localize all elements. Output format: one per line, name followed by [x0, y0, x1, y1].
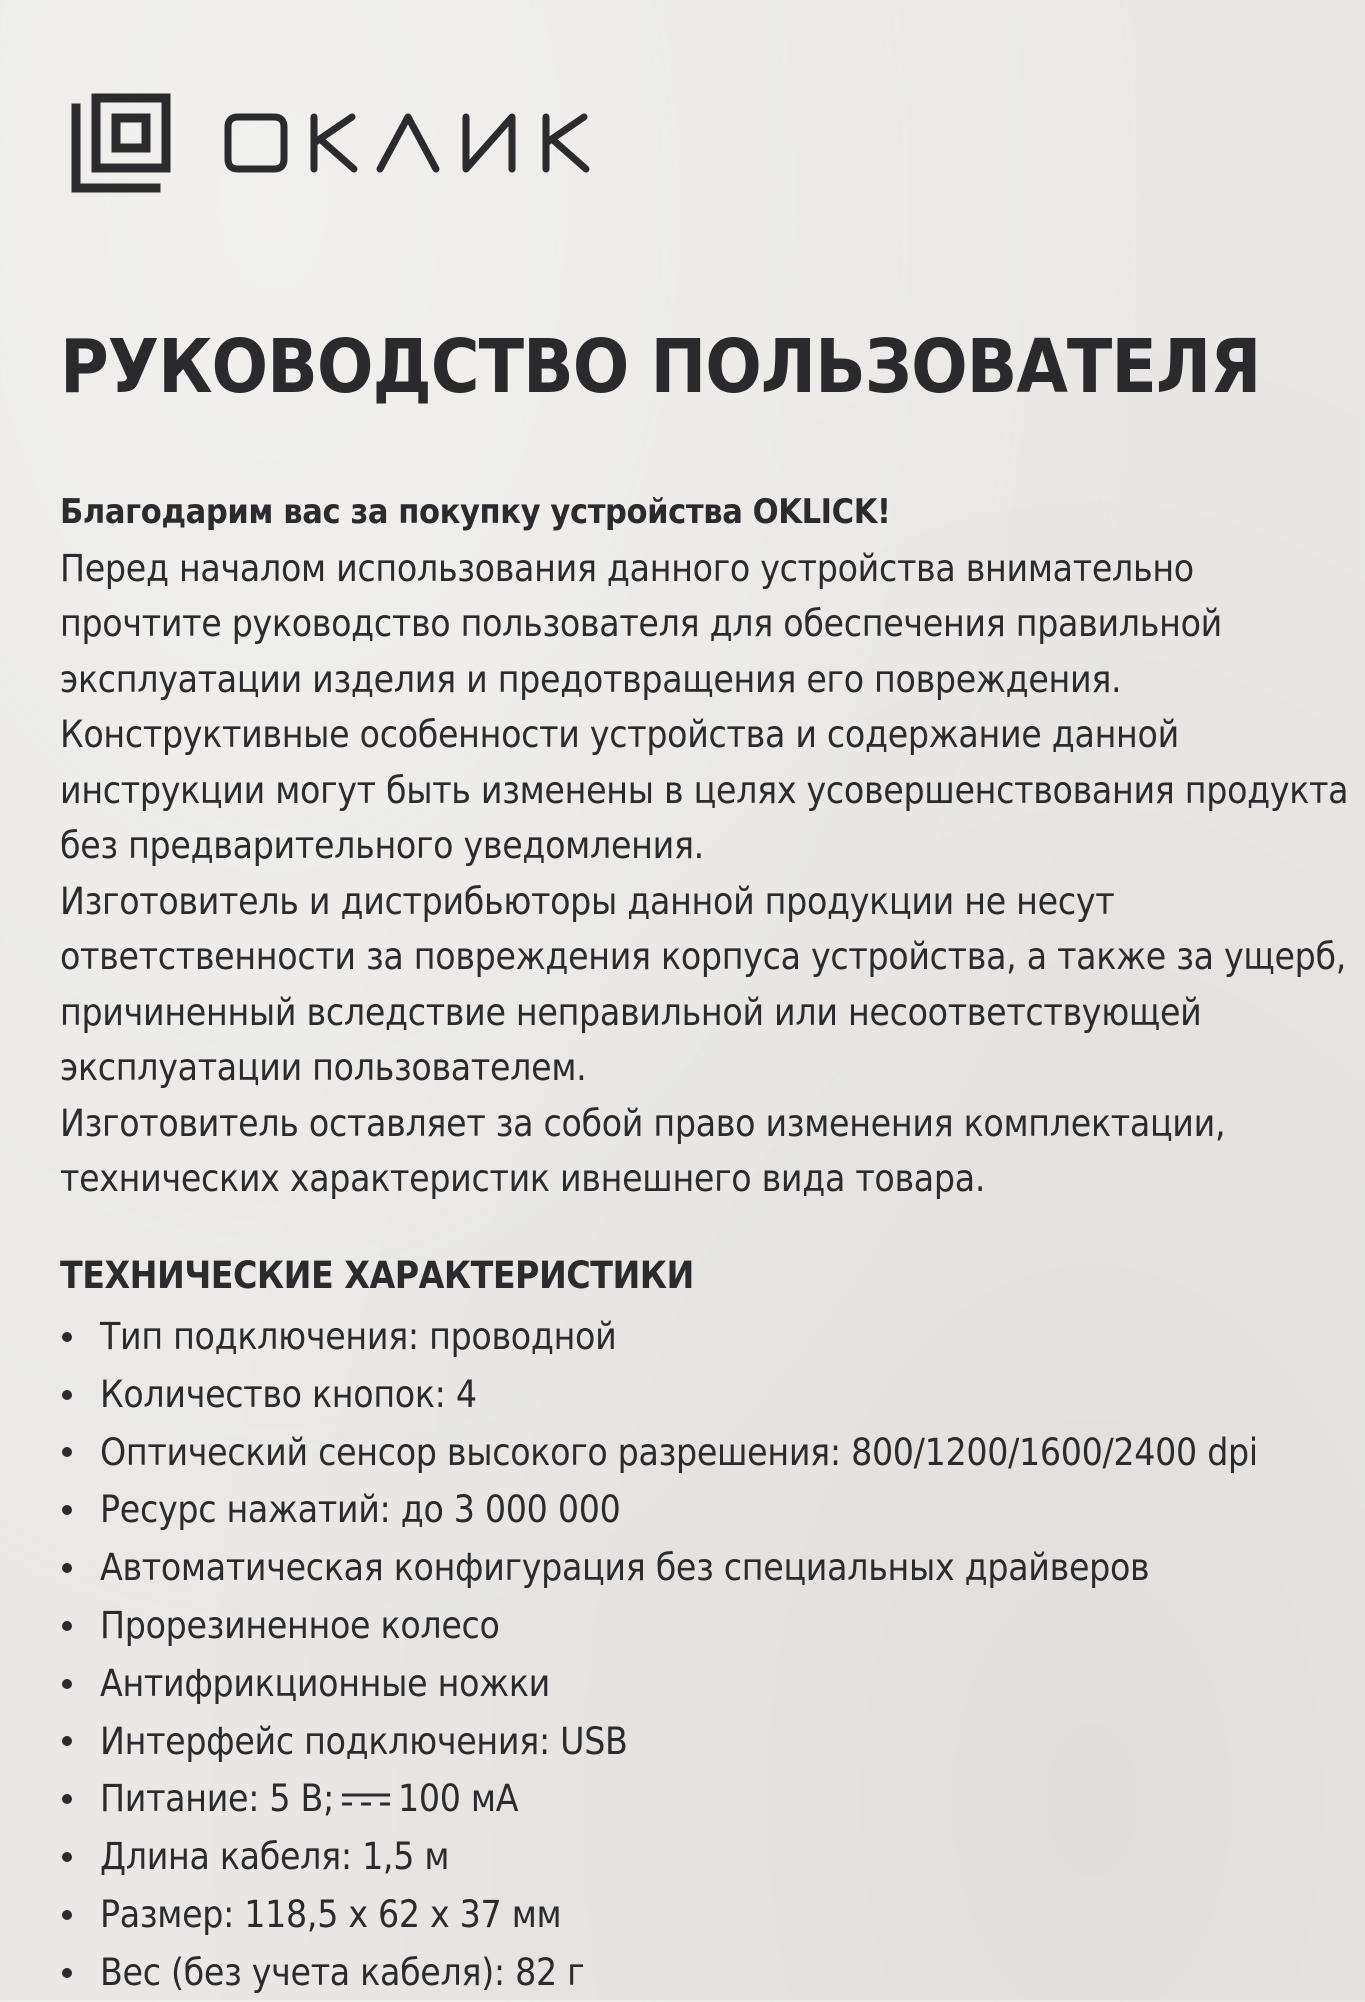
spec-item — [60, 1366, 1258, 1424]
bullet-icon — [62, 1852, 72, 1862]
spec-text: Автоматическая конфигурация без специальных драйверов — [100, 1546, 1150, 1590]
spec-text: Питание: 5 В; — [100, 1777, 335, 1821]
spec-text: Ресурс нажатий: до 3 000 000 — [100, 1488, 621, 1532]
spec-text: Прорезиненное колесо — [100, 1603, 500, 1647]
intro-line: технических характеристик ивнешнего вида товара. — [60, 1157, 986, 1200]
bullet-icon — [62, 1390, 72, 1400]
bullet-icon — [62, 1621, 72, 1631]
spec-item — [60, 1886, 1258, 1944]
spec-item — [60, 1944, 1258, 2002]
oklick-logo-icon — [66, 88, 176, 198]
intro-line: Перед началом использования данного устройства внимательно — [60, 546, 1194, 590]
bullet-icon — [62, 1679, 72, 1689]
spec-item — [60, 1597, 1258, 1655]
bullet-icon — [62, 1505, 72, 1515]
intro-line: Конструктивные особенности устройства и содержание данной — [60, 713, 1179, 756]
bullet-icon — [62, 1447, 72, 1457]
bullet-icon — [62, 1794, 72, 1804]
intro-section — [60, 485, 1350, 1207]
intro-line: без предварительного уведомления. — [60, 824, 704, 867]
intro-line: инструкции могут быть изменены в целях усовершенствования продукта — [60, 768, 1349, 812]
spec-text: Интерфейс подключения: USB — [100, 1719, 628, 1763]
bullet-icon — [62, 1332, 72, 1342]
spec-text: Количество кнопок: 4 — [100, 1372, 477, 1416]
spec-item — [60, 1539, 1258, 1597]
brand-wordmark — [222, 113, 617, 173]
spec-item — [60, 1828, 1258, 1886]
bullet-icon — [62, 1968, 72, 1978]
intro-lead: Благодарим вас за покупку устройства OKLICK! — [60, 492, 891, 532]
intro-line: эксплуатации пользователем. — [60, 1046, 587, 1089]
bullet-icon — [62, 1736, 72, 1746]
spec-power-current: 100 мА — [398, 1777, 519, 1821]
bullet-icon — [62, 1910, 72, 1920]
dc-current-icon — [340, 1789, 392, 1809]
page-title: РУКОВОДСТВО ПОЛЬЗОВАТЕЛЯ — [60, 324, 1261, 410]
spec-item — [60, 1655, 1258, 1713]
specs-list — [60, 1308, 1258, 2002]
specs-heading: ТЕХНИЧЕСКИЕ ХАРАКТЕРИСТИКИ — [60, 1254, 694, 1297]
intro-line: Изготовитель и дистрибьюторы данной продукции не несут — [60, 879, 1115, 923]
intro-line: Изготовитель оставляет за собой право изменения комплектации, — [60, 1101, 1226, 1145]
spec-text: Оптический сенсор высокого разрешения: 800/1200/1600/2400 dpi — [100, 1430, 1258, 1474]
intro-line: причиненный вследствие неправильной или несоответствующей — [60, 990, 1202, 1034]
spec-item — [60, 1481, 1258, 1539]
intro-line: прочтите руководство пользователя для обеспечения правильной — [60, 602, 1222, 645]
intro-line: эксплуатации изделия и предотвращения его повреждения. — [60, 657, 1122, 701]
spec-item — [60, 1424, 1258, 1482]
manual-page — [60, 0, 1350, 2000]
brand-logo — [66, 88, 617, 198]
bullet-icon — [62, 1563, 72, 1573]
spec-text: Длина кабеля: 1,5 м — [100, 1835, 450, 1879]
oklick-wordmark-icon — [222, 113, 617, 173]
spec-item — [60, 1770, 1258, 1828]
spec-item — [60, 1713, 1258, 1771]
intro-line: ответственности за повреждения корпуса устройства, а также за ущерб, — [60, 935, 1346, 978]
spec-text: Антифрикционные ножки — [100, 1661, 550, 1705]
spec-text: Тип подключения: проводной — [100, 1315, 617, 1358]
spec-text: Вес (без учета кабеля): 82 г — [100, 1950, 585, 1994]
spec-text: Размер: 118,5 х 62 х 37 мм — [100, 1892, 562, 1936]
spec-item — [60, 1308, 1258, 1366]
